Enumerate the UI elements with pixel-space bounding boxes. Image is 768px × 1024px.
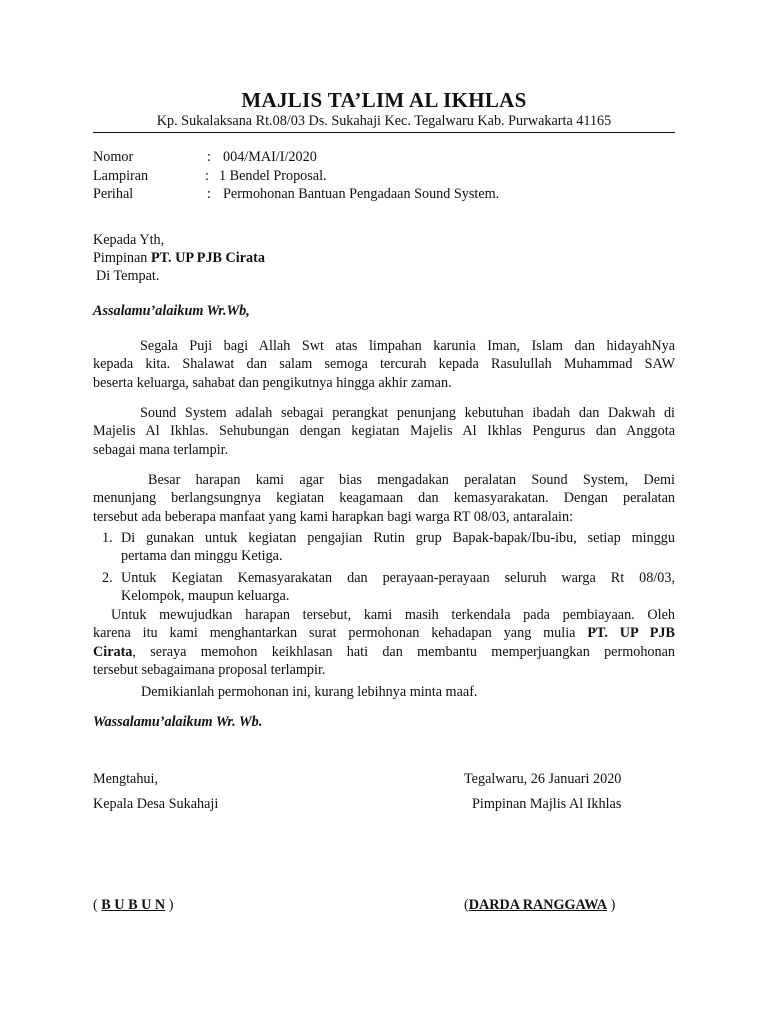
paragraph-line: tersebut ada beberapa manfaat yang kami harapkan bagi warga RT 08/03, antaralain:: [93, 508, 574, 525]
meta-value: 004/MAI/I/2020: [223, 149, 317, 165]
paragraph-line: sebagai mana terlampir.: [93, 441, 229, 458]
opening-greeting: Assalamu’alaikum Wr.Wb,: [93, 303, 250, 319]
signature-left-title: Kepala Desa Sukahaji: [93, 796, 219, 812]
paragraph-line: menunjang berlangsungnya kegiatan keagamaan dan kemasyarakatan. Dengan peralatan: [93, 490, 675, 507]
paragraph-line: Segala Puji bagi Allah Swt atas limpahan karunia Iman, Islam dan hidayahNya: [140, 338, 675, 354]
organization-address: Kp. Sukalaksana Rt.08/03 Ds. Sukahaji Kec. Tegalwaru Kab. Purwakarta 41165: [156, 113, 612, 129]
signature-left-caption: Mengtahui,: [93, 771, 159, 787]
meta-label: Nomor: [93, 149, 134, 165]
list-line: Kelompok, maupun keluarga.: [121, 587, 290, 604]
list-line: Di gunakan untuk kegiatan pengajian Rutin grup Bapak-bapak/Ibu-ibu, setiap minggu: [121, 530, 675, 546]
paren-close: ): [165, 897, 174, 913]
closing-salutation: Wassalamu’alaikum Wr. Wb.: [93, 714, 263, 730]
paragraph-line: beserta keluarga, sahabat dan pengikutnya hingga akhir zaman.: [93, 374, 452, 391]
signature-right-date: Tegalwaru, 26 Januari 2020: [464, 771, 622, 787]
list-number: 1.: [102, 530, 113, 546]
closing-line: Demikianlah permohonan ini, kurang lebihnya minta maaf.: [141, 684, 478, 700]
meta-colon: :: [207, 186, 211, 202]
recipient-line-2: [93, 249, 265, 267]
paragraph-text: karena itu kami menghantarkan surat permohonan kehadapan yang mulia: [93, 625, 588, 642]
signature-left-name: [93, 897, 173, 914]
paragraph-text: , seraya memohon keikhlasan hati dan membantu memperjuangkan permohonan: [132, 643, 675, 660]
meta-colon: :: [207, 149, 211, 165]
list-item: [93, 569, 675, 606]
paragraph-line: Sound System adalah sebagai perangkat penunjang kebutuhan ibadah dan Dakwah di: [140, 405, 675, 421]
paren-open: (: [464, 897, 469, 913]
meta-value: 1 Bendel Proposal.: [219, 167, 327, 184]
paragraph-line: tersebut sebagaimana proposal terlampir.: [93, 661, 326, 678]
recipient-title: Pimpinan: [93, 250, 151, 266]
paren-close: ): [607, 897, 616, 913]
signature-right-title: Pimpinan Majlis Al Ikhlas: [472, 796, 622, 812]
list-number: 2.: [102, 569, 113, 586]
paragraph-line: Besar harapan kami agar bias mengadakan peralatan Sound System, Demi: [148, 472, 675, 488]
header-divider: [93, 132, 675, 133]
paragraph-4: [93, 606, 675, 679]
company-name: Cirata: [93, 643, 133, 660]
paragraph-2: [93, 404, 675, 459]
organization-name: MAJLIS TA’LIM AL IKHLAS: [241, 88, 527, 112]
recipient-line-3: Di Tempat.: [96, 268, 160, 284]
meta-label: Perihal: [93, 186, 134, 202]
company-name: PT. UP PJB: [587, 625, 675, 642]
meta-label: Lampiran: [93, 167, 149, 184]
paragraph-3: [93, 471, 675, 526]
signature-right-name: [464, 897, 615, 914]
signatory-name: DARDA RANGGAWA: [468, 897, 608, 913]
paragraph-1: [93, 337, 675, 392]
paragraph-line: kepada kita. Shalawat dan salam semoga tercurah kepada Rasulullah Muhammad SAW: [93, 356, 675, 373]
list-item: [93, 529, 675, 566]
list-line: pertama dan minggu Ketiga.: [121, 548, 283, 565]
list-line: Untuk Kegiatan Kemasyarakatan dan perayaan-perayaan seluruh warga Rt 08/03,: [121, 569, 675, 586]
recipient-company: PT. UP PJB Cirata: [150, 250, 265, 266]
paragraph-line: Untuk mewujudkan harapan tersebut, kami masih terkendala pada pembiayaan. Oleh: [111, 607, 675, 623]
paragraph-line: [93, 624, 675, 642]
benefit-list: [93, 529, 675, 605]
signatory-name: B U B U N: [101, 897, 166, 913]
paren-open: (: [93, 897, 102, 913]
paragraph-line: [93, 643, 675, 661]
meta-value: Permohonan Bantuan Pengadaan Sound System.: [223, 186, 500, 202]
meta-colon: :: [205, 167, 209, 184]
recipient-line-1: Kepada Yth,: [93, 232, 165, 248]
paragraph-line: Majelis Al Ikhlas. Sehubungan dengan kegiatan Majelis Al Ikhlas Pengurus dan Anggota: [93, 423, 675, 440]
